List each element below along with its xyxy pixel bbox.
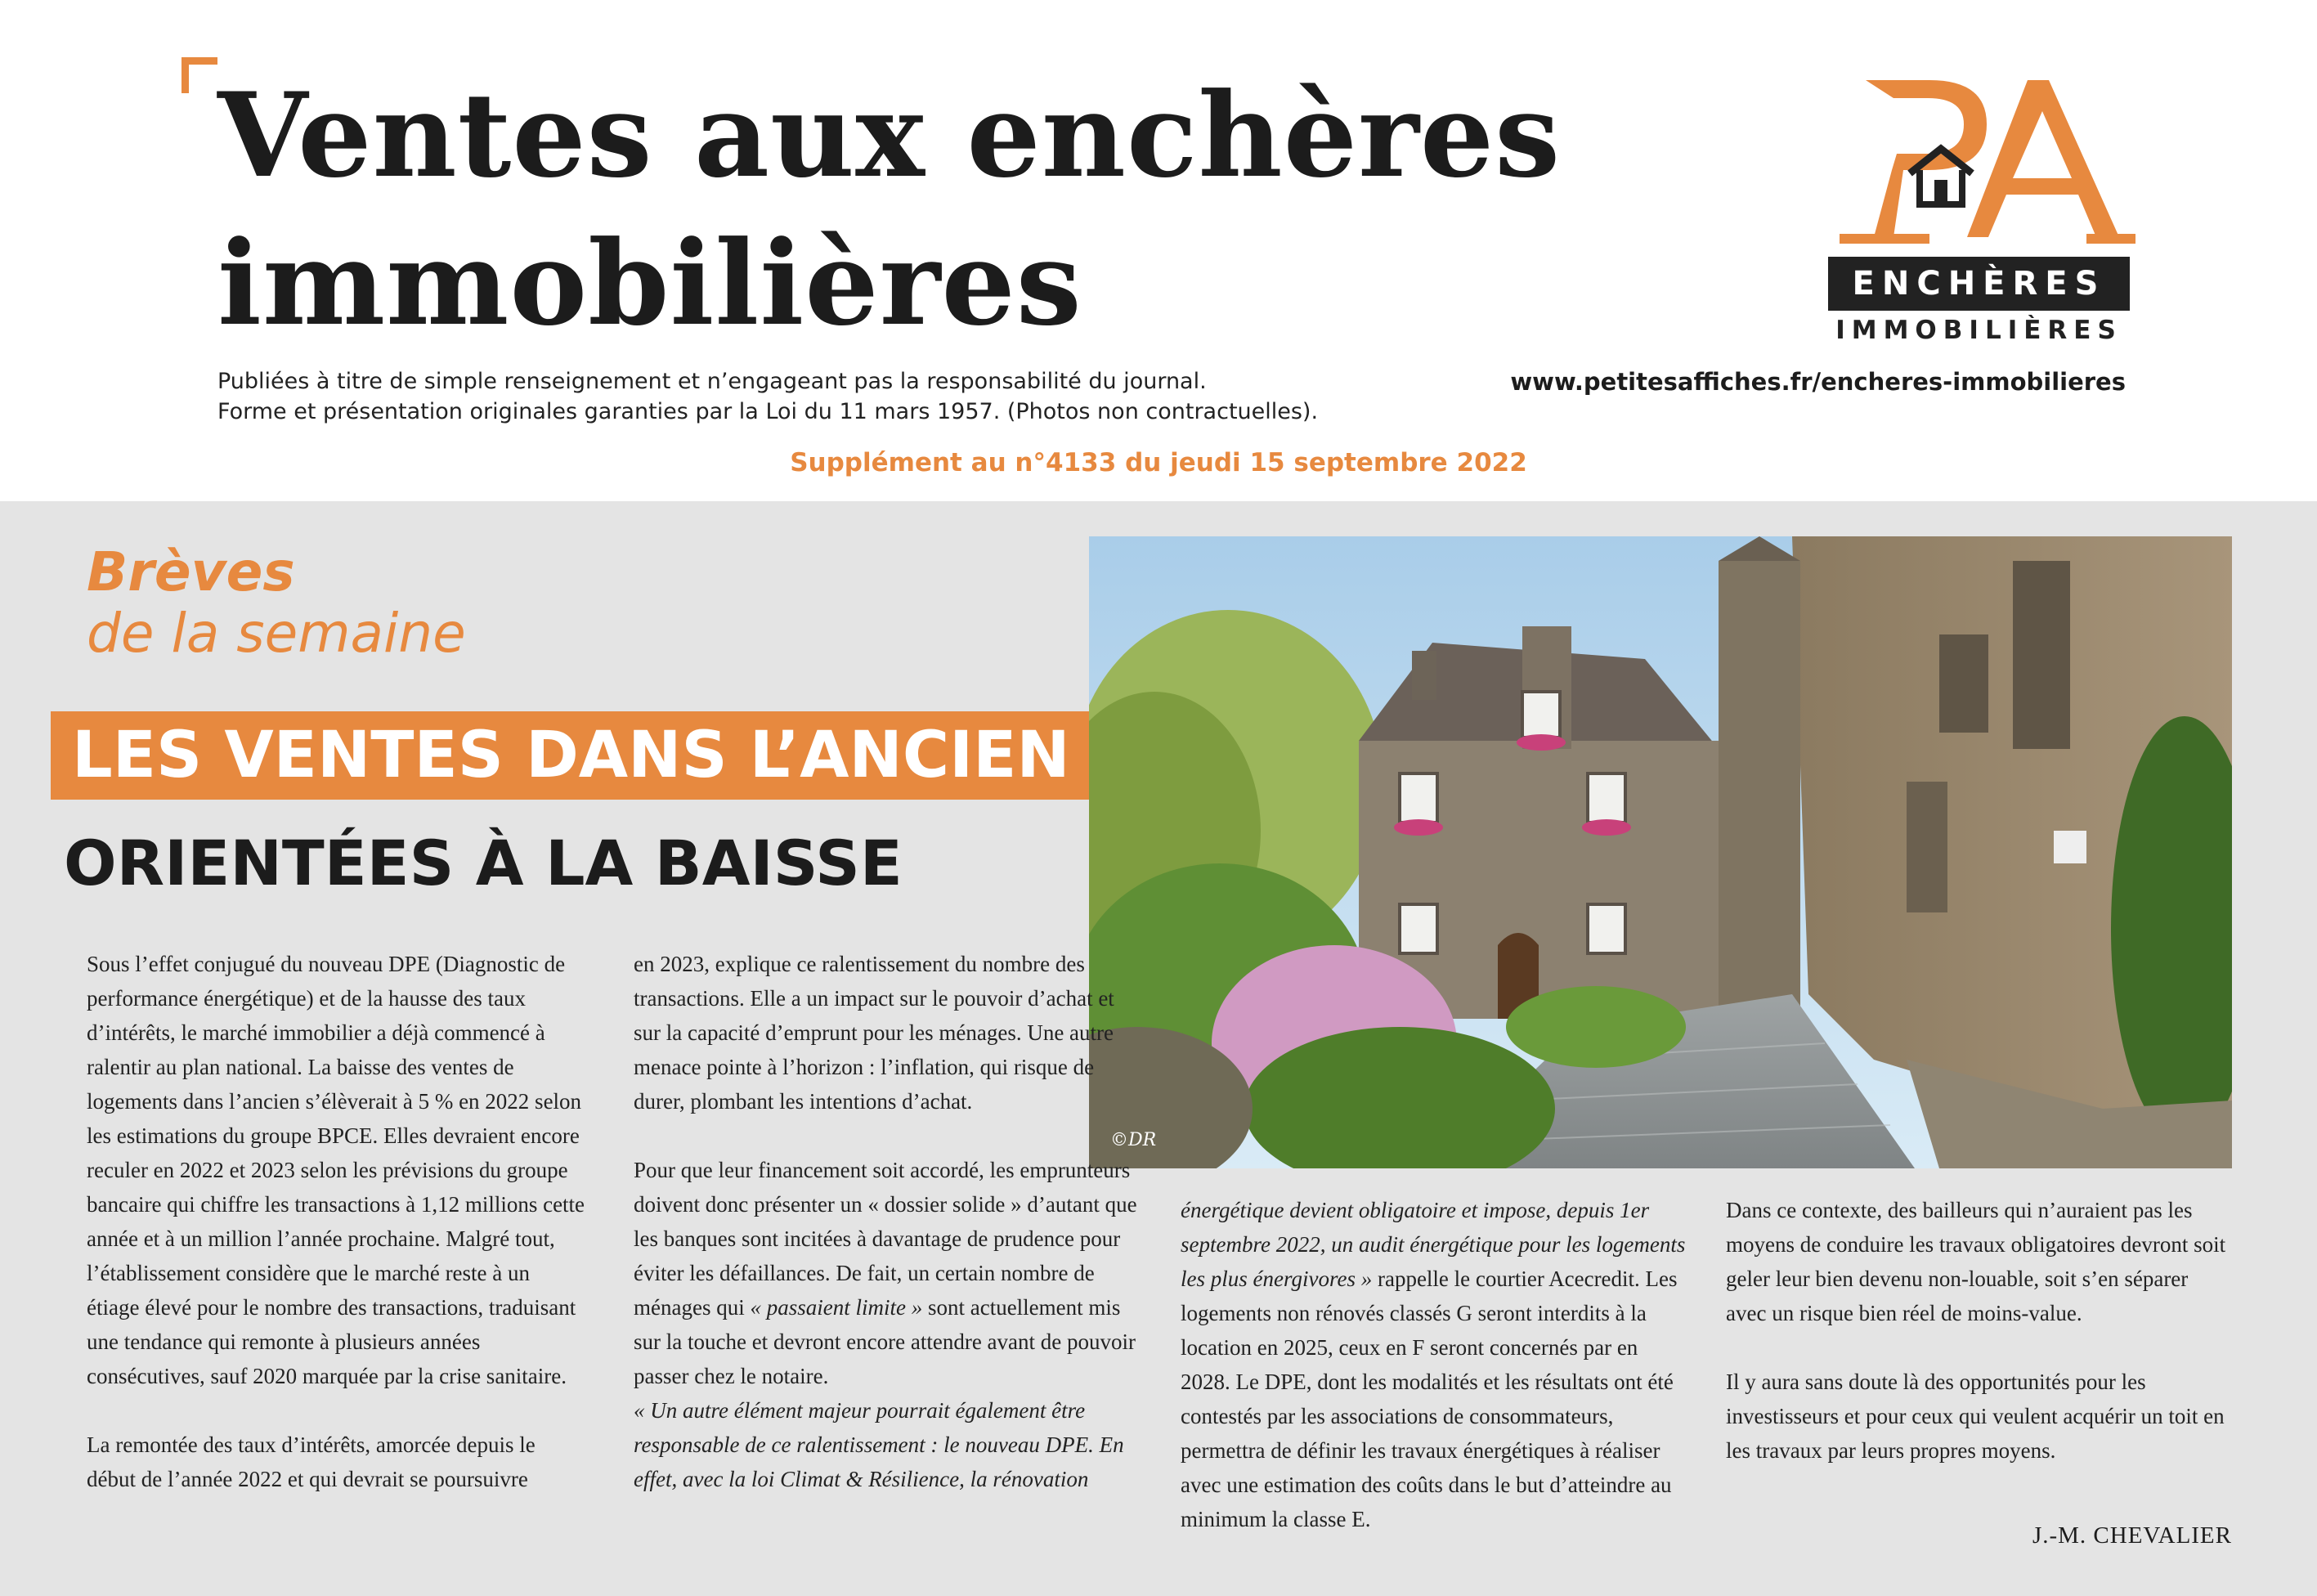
photo-credit: ©DR: [1110, 1130, 1157, 1150]
article-italic-quote: énergétique devient obligatoire et impose, depuis 1er septembre 2022, un audit énergétique pour les logements les plus énergivores »: [1181, 1198, 1686, 1291]
article-italic-quote: « passaient limite »: [750, 1295, 923, 1320]
article-text: Pour que leur financement soit accordé, les emprunteurs doivent donc présenter un « dossier solide » d’autant que les banques sont incitées à davantage de prudence pour éviter les défaillances. De fait, un certain nombre de ménages qui: [634, 1158, 1137, 1320]
article-paragraph: [634, 1393, 1137, 1496]
disclaimer-line2: Forme et présentation originales garanties par la Loi du 11 mars 1957. (Photos non contractuelles).: [217, 399, 1319, 424]
article-italic-quote: « Un autre élément majeur pourrait également être responsable de ce ralentissement : le nouveau DPE. En effet, avec la loi Climat & Résilience, la rénovation: [634, 1398, 1124, 1491]
article-column-3: [1181, 1193, 1687, 1536]
article-paragraph: Sous l’effet conjugué du nouveau DPE (Diagnostic de performance énergétique) et de la hausse des taux d’intérêts, le marché immobilier a déjà commencé à ralentir au plan national. La baisse des ventes de logements dans l’ancien s’élèverait à 5 % en 2022 selon les estimations du groupe BPCE. Elles devraient encore reculer en 2022 et 2023 selon les prévisions du groupe bancaire qui chiffre les transactions à 1,12 millions cette année et à un million l’année prochaine. Malgré tout, l’établissement considère que le marché reste à un étiage élevé pour le nombre des transactions, traduisant une tendance qui remonte à plusieurs années consécutives, sauf 2020 marquée par la crise sanitaire.: [87, 952, 585, 1388]
disclaimer-line1: Publiées à titre de simple renseignement et n’engageant pas la responsabilité du journal.: [217, 369, 1207, 394]
disclaimer: [217, 366, 1318, 427]
headline-line2: ORIENTÉES À LA BAISSE: [64, 827, 903, 899]
article-column-2: [634, 947, 1137, 1496]
article-column-1: [87, 947, 585, 1496]
page-title-line1: Ventes aux enchères: [217, 68, 1562, 204]
article-column-4: [1726, 1193, 2233, 1468]
logo-letters: [1823, 74, 2142, 253]
article-paragraph: Dans ce contexte, des bailleurs qui n’auraient pas les moyens de conduire les travaux obligatoires devront soit geler leur bien devenu non-louable, soit s’en séparer avec un risque bien réel de moins-value.: [1726, 1198, 2226, 1325]
article-paragraph: en 2023, explique ce ralentissement du nombre des transactions. Elle a un impact sur le pouvoir d’achat et sur la capacité d’emprunt pour les ménages. Une autre menace pointe à l’horizon : l’inflation, qui risque de durer, plombant les intentions d’achat.: [634, 952, 1114, 1114]
website-link[interactable]: www.petitesaffiches.fr/encheres-immobilieres: [1510, 368, 2126, 396]
article-text: rappelle le courtier Acecredit. Les logements non rénovés classés G seront interdits à la location en 2025, ceux en F seront concernés par en 2028. Le DPE, dont les modalités et les résultats ont été contestés par les associations de consommateurs, permettra de définir les travaux énergétiques à réaliser avec une estimation des coûts dans le but d’atteindre au minimum la classe E.: [1181, 1266, 1678, 1531]
article-paragraph: Il y aura sans doute là des opportunités pour les investisseurs et pour ceux qui veulent acquérir un toit en les travaux par leurs propres moyens.: [1726, 1370, 2225, 1463]
village-street-illustration: [1089, 536, 2232, 1168]
pa-logo: [1823, 74, 2142, 352]
section-kicker-bold: Brèves: [87, 540, 295, 603]
corner-bracket-decoration: [182, 57, 217, 93]
supplement-line: Supplément au n°4133 du jeudi 15 septembre 2022: [790, 448, 1527, 477]
logo-sub-immobilieres: IMMOBILIÈRES: [1835, 316, 2122, 345]
article-photo: [1089, 536, 2232, 1168]
article-paragraph: [634, 1153, 1137, 1393]
article-text: sont actuellement mis sur la touche et devront encore attendre avant de pouvoir passer chez le notaire.: [634, 1295, 1136, 1388]
section-kicker-light: de la semaine: [87, 602, 466, 665]
author-signature: J.-M. CHEVALIER: [2032, 1522, 2232, 1549]
logo-band-encheres: ENCHÈRES: [1828, 257, 2130, 311]
article-paragraph: [1181, 1193, 1687, 1536]
page-title-line2: immobilières: [217, 216, 1082, 352]
article-paragraph: La remontée des taux d’intérêts, amorcée depuis le début de l’année 2022 et qui devrait se poursuivre: [87, 1432, 536, 1491]
headline-line1: LES VENTES DANS L’ANCIEN: [72, 719, 1070, 792]
